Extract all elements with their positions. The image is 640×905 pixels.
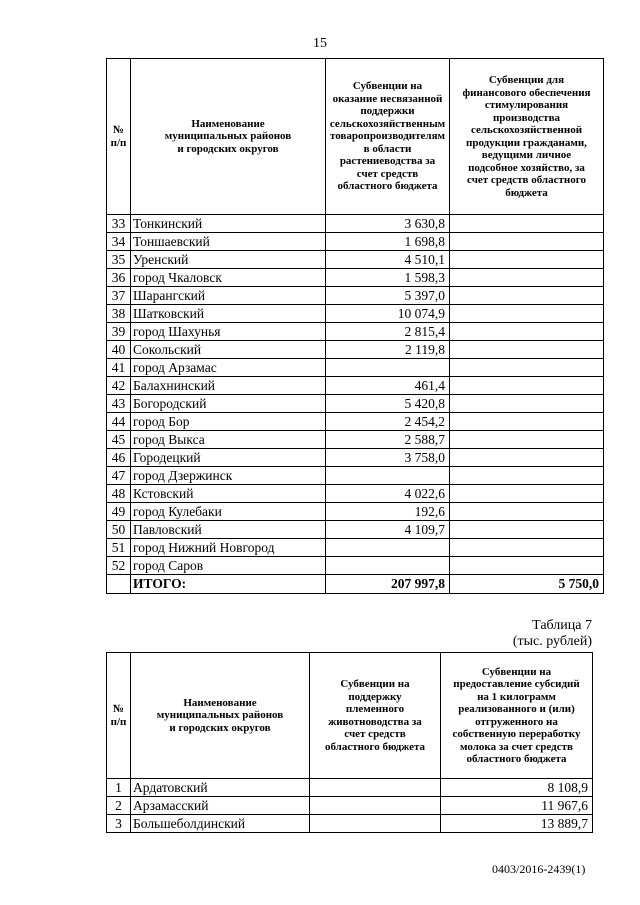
- municipality-name: Тонкинский: [131, 215, 326, 233]
- municipality-name: город Выкса: [131, 431, 326, 449]
- subvention-value-2: 13 889,7: [441, 815, 593, 833]
- municipality-name: Кстовский: [131, 485, 326, 503]
- subvention-value-1: 5 420,8: [326, 395, 450, 413]
- subvention-value-2: [450, 557, 604, 575]
- subvention-value-2: [450, 467, 604, 485]
- subvention-value-1: 1 698,8: [326, 233, 450, 251]
- table-row: [107, 521, 604, 539]
- table7-caption: [513, 618, 592, 650]
- table-row: [107, 341, 604, 359]
- municipality-name: Богородский: [131, 395, 326, 413]
- municipality-name: Городецкий: [131, 449, 326, 467]
- table-row: [107, 305, 604, 323]
- total-number-cell: [107, 575, 131, 594]
- subvention-value-2: [450, 395, 604, 413]
- table-row: [107, 215, 604, 233]
- subvention-value-2: [450, 359, 604, 377]
- subvention-value-2: [450, 215, 604, 233]
- total-household-value: 5 750,0: [450, 575, 604, 594]
- subvention-value-2: [450, 287, 604, 305]
- subvention-value-1: 192,6: [326, 503, 450, 521]
- row-number: 40: [107, 341, 131, 359]
- row-number: 41: [107, 359, 131, 377]
- row-number: 43: [107, 395, 131, 413]
- header-crop-subvention: Субвенции на оказание несвязанной поддержки сельскохозяйственным товаропроизводителям в области растениеводства за счет средств областного бюджета: [326, 59, 450, 215]
- header-number: № п/п: [107, 59, 131, 215]
- header-municipality: Наименование муниципальных районов и городских округов: [131, 653, 310, 779]
- subvention-table-livestock: [106, 652, 593, 833]
- subvention-value-1: [326, 467, 450, 485]
- municipality-name: город Шахунья: [131, 323, 326, 341]
- subvention-value-1: 10 074,9: [326, 305, 450, 323]
- table7-units: (тыс. рублей): [512, 634, 592, 649]
- subvention-value-2: [450, 503, 604, 521]
- page-number: 15: [313, 36, 327, 51]
- row-number: 37: [107, 287, 131, 305]
- table-row: [107, 377, 604, 395]
- municipality-name: Павловский: [131, 521, 326, 539]
- subvention-value-1: 3 630,8: [326, 215, 450, 233]
- municipality-name: Уренский: [131, 251, 326, 269]
- subvention-value-2: [450, 413, 604, 431]
- table7-title: Таблица 7: [532, 618, 592, 633]
- table-row: [107, 359, 604, 377]
- row-number: 52: [107, 557, 131, 575]
- header-number: № п/п: [107, 653, 131, 779]
- table-row: [107, 233, 604, 251]
- municipality-name: город Нижний Новгород: [131, 539, 326, 557]
- table-row: [107, 779, 593, 797]
- subvention-value-1: 4 022,6: [326, 485, 450, 503]
- subvention-value-1: [310, 779, 441, 797]
- row-number: 45: [107, 431, 131, 449]
- municipality-name: город Дзержинск: [131, 467, 326, 485]
- row-number: 33: [107, 215, 131, 233]
- header-household-subvention: Субвенции для финансового обеспечения стимулирования производства сельскохозяйственной продукции гражданами, ведущими личное подсобное хозяйство, за счет средств областного бюджета: [450, 59, 604, 215]
- subvention-value-2: [450, 305, 604, 323]
- municipality-name: Сокольский: [131, 341, 326, 359]
- subvention-value-1: 3 758,0: [326, 449, 450, 467]
- row-number: 42: [107, 377, 131, 395]
- table-row: [107, 323, 604, 341]
- municipality-name: Большеболдинский: [131, 815, 310, 833]
- subvention-value-2: [450, 377, 604, 395]
- subvention-value-1: [310, 815, 441, 833]
- subvention-value-1: 2 454,2: [326, 413, 450, 431]
- header-milk-subvention: Субвенции на предоставление субсидий на 1 килограмм реализованного и (или) отгруженного на собственную переработку молока за счет средств областного бюджета: [441, 653, 593, 779]
- subvention-value-2: [450, 233, 604, 251]
- subvention-value-1: [326, 557, 450, 575]
- total-label: ИТОГО:: [131, 575, 326, 594]
- subvention-value-2: [450, 269, 604, 287]
- subvention-value-1: 2 119,8: [326, 341, 450, 359]
- subvention-value-2: [450, 341, 604, 359]
- subvention-value-1: 4 109,7: [326, 521, 450, 539]
- municipality-name: Балахнинский: [131, 377, 326, 395]
- row-number: 34: [107, 233, 131, 251]
- municipality-name: город Чкаловск: [131, 269, 326, 287]
- total-row: [107, 575, 604, 594]
- municipality-name: Ардатовский: [131, 779, 310, 797]
- subvention-value-1: [326, 539, 450, 557]
- header-municipality: Наименование муниципальных районов и городских округов: [131, 59, 326, 215]
- row-number: 49: [107, 503, 131, 521]
- table-row: [107, 557, 604, 575]
- row-number: 2: [107, 797, 131, 815]
- subvention-value-1: [326, 359, 450, 377]
- subvention-value-1: 4 510,1: [326, 251, 450, 269]
- subvention-value-2: [450, 323, 604, 341]
- row-number: 39: [107, 323, 131, 341]
- table-row: [107, 251, 604, 269]
- subvention-value-2: [450, 449, 604, 467]
- document-code: 0403/2016-2439(1): [492, 862, 586, 876]
- subvention-value-2: [450, 251, 604, 269]
- table-row: [107, 269, 604, 287]
- row-number: 44: [107, 413, 131, 431]
- municipality-name: Шатковский: [131, 305, 326, 323]
- subvention-value-2: [450, 521, 604, 539]
- table-row: [107, 485, 604, 503]
- table-row: [107, 449, 604, 467]
- row-number: 46: [107, 449, 131, 467]
- table-row: [107, 287, 604, 305]
- subvention-value-1: 1 598,3: [326, 269, 450, 287]
- table-row: [107, 467, 604, 485]
- table-row: [107, 815, 593, 833]
- row-number: 48: [107, 485, 131, 503]
- municipality-name: город Бор: [131, 413, 326, 431]
- subvention-table-crop: [106, 58, 604, 594]
- row-number: 3: [107, 815, 131, 833]
- municipality-name: город Кулебаки: [131, 503, 326, 521]
- municipality-name: город Арзамас: [131, 359, 326, 377]
- municipality-name: Шарангский: [131, 287, 326, 305]
- subvention-value-2: [450, 431, 604, 449]
- table-row: [107, 395, 604, 413]
- row-number: 51: [107, 539, 131, 557]
- header-breeding-subvention: Субвенции на поддержку племенного животноводства за счет средств областного бюджета: [310, 653, 441, 779]
- subvention-value-1: [310, 797, 441, 815]
- table-row: [107, 797, 593, 815]
- subvention-value-2: 11 967,6: [441, 797, 593, 815]
- row-number: 36: [107, 269, 131, 287]
- row-number: 1: [107, 779, 131, 797]
- table-row: [107, 413, 604, 431]
- table-row: [107, 431, 604, 449]
- municipality-name: Арзамасский: [131, 797, 310, 815]
- row-number: 38: [107, 305, 131, 323]
- subvention-value-1: 5 397,0: [326, 287, 450, 305]
- subvention-value-1: 2 815,4: [326, 323, 450, 341]
- municipality-name: город Саров: [131, 557, 326, 575]
- total-crop-value: 207 997,8: [326, 575, 450, 594]
- row-number: 47: [107, 467, 131, 485]
- subvention-value-1: 461,4: [326, 377, 450, 395]
- row-number: 50: [107, 521, 131, 539]
- municipality-name: Тоншаевский: [131, 233, 326, 251]
- subvention-value-2: [450, 485, 604, 503]
- subvention-value-2: [450, 539, 604, 557]
- subvention-value-2: 8 108,9: [441, 779, 593, 797]
- table-row: [107, 539, 604, 557]
- subvention-value-1: 2 588,7: [326, 431, 450, 449]
- row-number: 35: [107, 251, 131, 269]
- table-row: [107, 503, 604, 521]
